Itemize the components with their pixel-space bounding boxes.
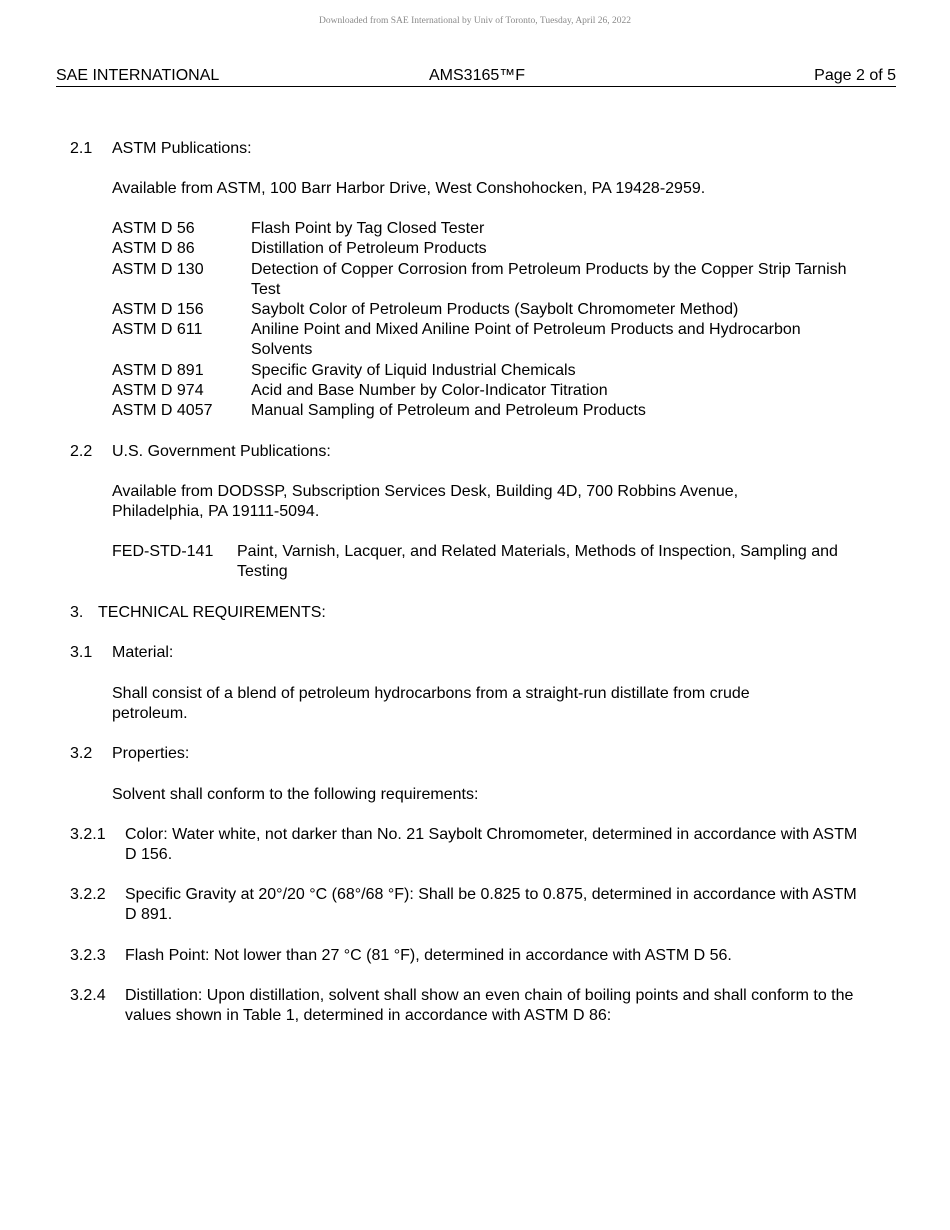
reference-code: ASTM D 974: [112, 382, 204, 399]
section-3-1-heading: Material:: [112, 644, 174, 661]
reference-code: ASTM D 611: [112, 321, 203, 338]
section-3-1-number: 3.1: [70, 644, 93, 661]
section-3-2-3-text: Flash Point: Not lower than 27 °C (81 °F), determined in accordance with ASTM D 56.: [125, 947, 732, 964]
section-3-2-body: Solvent shall conform to the following requirements:: [112, 786, 479, 803]
section-3-2-4-number: 3.2.4: [70, 987, 106, 1004]
section-2-1-number: 2.1: [70, 140, 93, 157]
reference-title: Detection of Copper Corrosion from Petroleum Products by the Copper Strip Tarnish Test: [251, 261, 847, 298]
page-header: [56, 66, 896, 87]
reference-code: ASTM D 156: [112, 301, 204, 318]
section-3-2-1-text: Color: Water white, not darker than No. 21 Saybolt Chromometer, determined in accordance with ASTM D 156.: [125, 826, 858, 863]
section-3-2-heading: Properties:: [112, 745, 190, 762]
reference-title: Aniline Point and Mixed Aniline Point of Petroleum Products and Hydrocarbon Solvents: [251, 321, 801, 358]
section-2-2-number: 2.2: [70, 443, 93, 460]
section-3-2-2-text: Specific Gravity at 20°/20 °C (68°/68 °F): Shall be 0.825 to 0.875, determined in accordance with ASTM D 891.: [125, 886, 857, 923]
reference-title: Specific Gravity of Liquid Industrial Chemicals: [251, 362, 576, 379]
reference-code: ASTM D 56: [112, 220, 195, 237]
header-organization: SAE INTERNATIONAL: [56, 67, 220, 84]
section-2-2-heading: U.S. Government Publications:: [112, 443, 331, 460]
reference-title: Paint, Varnish, Lacquer, and Related Materials, Methods of Inspection, Sampling and Testing: [237, 543, 838, 580]
section-3-2-4-text: Distillation: Upon distillation, solvent shall show an even chain of boiling points and shall conform to the values shown in Table 1, determined in accordance with ASTM D 86:: [125, 987, 854, 1024]
section-3-heading: TECHNICAL REQUIREMENTS:: [98, 604, 326, 621]
reference-title: Flash Point by Tag Closed Tester: [251, 220, 485, 237]
reference-title: Distillation of Petroleum Products: [251, 240, 487, 257]
reference-code: ASTM D 130: [112, 261, 204, 278]
section-2-1-heading: ASTM Publications:: [112, 140, 252, 157]
reference-title: Acid and Base Number by Color-Indicator Titration: [251, 382, 608, 399]
header-page-number: Page 2 of 5: [814, 67, 896, 84]
dodssp-availability: Available from DODSSP, Subscription Services Desk, Building 4D, 700 Robbins Avenue, Philadelphia, PA 19111-5094.: [112, 483, 739, 520]
download-watermark: Downloaded from SAE International by Univ of Toronto, Tuesday, April 26, 2022: [318, 16, 631, 26]
section-3-1-body: Shall consist of a blend of petroleum hydrocarbons from a straight-run distillate from crude petroleum.: [112, 685, 750, 722]
reference-title: Saybolt Color of Petroleum Products (Saybolt Chromometer Method): [251, 301, 739, 318]
section-3-number: 3.: [70, 604, 84, 621]
section-3-2-number: 3.2: [70, 745, 93, 762]
section-3-2-1-number: 3.2.1: [70, 826, 106, 843]
reference-code: FED-STD-141: [112, 543, 214, 560]
reference-code: ASTM D 86: [112, 240, 195, 257]
astm-availability: Available from ASTM, 100 Barr Harbor Drive, West Conshohocken, PA 19428-2959.: [112, 180, 706, 197]
header-document-number: AMS3165™F: [429, 67, 526, 84]
reference-code: ASTM D 4057: [112, 402, 213, 419]
section-3-2-3-number: 3.2.3: [70, 947, 106, 964]
reference-title: Manual Sampling of Petroleum and Petroleum Products: [251, 402, 646, 419]
section-3-2-2-number: 3.2.2: [70, 886, 106, 903]
reference-code: ASTM D 891: [112, 362, 204, 379]
